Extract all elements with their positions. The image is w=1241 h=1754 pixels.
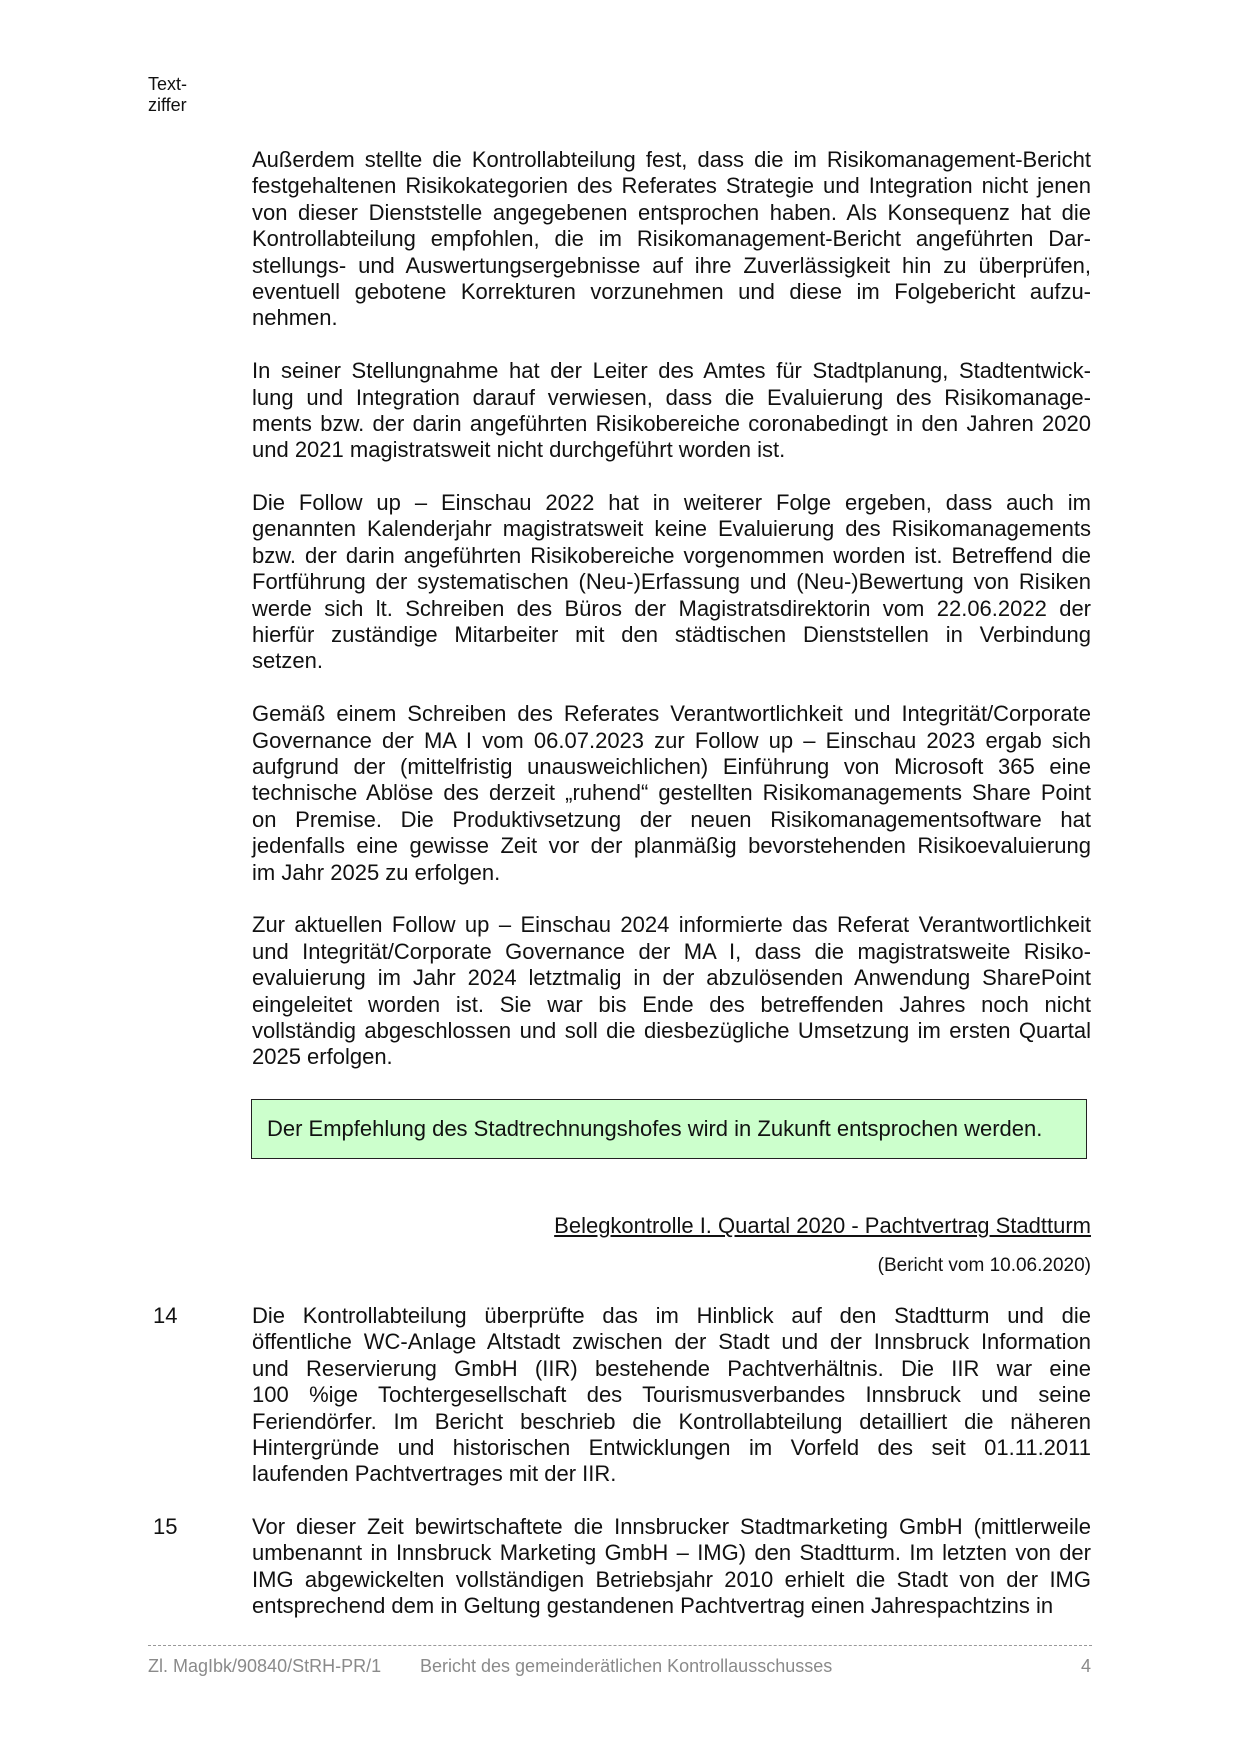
text-line: vollständig abgeschlossen und soll die diesbezügliche Umsetzung im ersten Quartal [252,1017,1091,1043]
text-line: Feriendörfer. Im Bericht beschrieb die Kontrollabteilung detailliert die näheren [252,1408,1091,1434]
text-line: Vor dieser Zeit bewirtschaftete die Innsbrucker Stadtmarketing GmbH (mittlerweile [252,1514,1091,1539]
text-line: Zur aktuellen Follow up – Einschau 2024 informierte das Referat Verantwortlichkeit [252,912,1091,938]
text-line: hierfür zuständige Mitarbeiter mit den städtischen Dienststellen in Verbindung [252,622,1091,648]
statement-text: Der Empfehlung des Stadtrechnungshofes wird in Zukunft entsprochen werden. [267,1116,1043,1141]
text-line: jedenfalls eine gewisse Zeit vor der planmäßig bevorstehenden Risikoevaluierung [252,833,1091,859]
text-line: 100 %ige Tochtergesellschaft des Tourismusverbandes Innsbruck und seine [252,1382,1091,1408]
margin-label-line: ziffer [148,95,187,115]
text-line: eventuell gebotene Korrekturen vorzunehmen und diese im Folgebericht aufzu- [252,278,1091,304]
text-line: 2025 erfolgen. [252,1044,393,1070]
text-line: und Integrität/Corporate Governance der MA I, dass die magistratsweite Risiko- [252,938,1091,964]
text-line: eingeleitet worden ist. Sie war bis Ende des betreffenden Jahres noch nicht [252,991,1091,1017]
text-line: laufenden Pachtvertrages mit der IIR. [252,1461,617,1487]
numbered-paragraph [252,1303,1091,1488]
footer-reference: Zl. MagIbk/90840/StRH-PR/1 [148,1656,382,1676]
text-line: evaluierung im Jahr 2024 letztmalig in der abzulösenden Anwendung SharePoint [252,965,1091,991]
text-line: setzen. [252,648,323,674]
numbered-paragraph [252,1514,1091,1620]
margin-label-line: Text- [148,74,188,94]
footer-divider [148,1645,1092,1646]
paragraph [252,358,1091,464]
text-line: festgehaltenen Risikokategorien des Referates Strategie und Integration nicht jenen [252,173,1091,199]
text-line: technische Ablöse des derzeit „ruhend“ gestellten Risikomanagements Share Point [252,780,1091,806]
paragraph [252,147,1091,332]
text-line: ments bzw. der darin angeführten Risikobereiche coronabedingt in den Jahren 2020 [252,410,1091,436]
text-line: stellungs- und Auswertungsergebnisse auf ihre Zuverlässigkeit hin zu überprüfen, [252,252,1091,278]
text-line: Die Follow up – Einschau 2022 hat in weiterer Folge ergeben, dass auch im [252,490,1091,516]
text-line: In seiner Stellungnahme hat der Leiter des Amtes für Stadtplanung, Stadtentwick- [252,358,1091,384]
paragraph [252,912,1091,1070]
text-line: Kontrollabteilung empfohlen, die im Risikomanagement-Bericht angeführten Dar- [252,226,1091,252]
text-line: nehmen. [252,305,338,331]
text-line: Governance der MA I vom 06.07.2023 zur Follow up – Einschau 2023 ergab sich [252,727,1091,753]
paragraph-number: 14 [153,1303,178,1328]
text-line: Fortführung der systematischen (Neu-)Erfassung und (Neu-)Bewertung von Risiken [252,569,1091,595]
text-line: Die Kontrollabteilung überprüfte das im Hinblick auf den Stadtturm und die [252,1303,1091,1328]
text-line: von dieser Dienststelle angegebenen entsprochen haben. Als Konsequenz hat die [252,199,1091,225]
body-text [252,147,1091,1097]
footer-page-number: 4 [1080,1656,1091,1676]
section-subheading: (Bericht vom 10.06.2020) [877,1255,1091,1276]
margin-label-textziffer [148,74,187,116]
text-line: Gemäß einem Schreiben des Referates Verantwortlichkeit und Integrität/Corporate [252,701,1091,727]
text-line: genannten Kalenderjahr magistratsweit keine Evaluierung des Risikomanagements [252,516,1091,542]
footer-title: Bericht des gemeinderätlichen Kontrollausschusses [420,1656,833,1676]
text-line: Außerdem stellte die Kontrollabteilung fest, dass die im Risikomanagement-Bericht [252,147,1091,172]
text-line: IMG abgewickelten vollständigen Betriebsjahr 2010 erhielt die Stadt von der IMG [252,1566,1091,1592]
text-line: Hintergründe und historischen Entwicklungen im Vorfeld des seit 01.11.2011 [252,1434,1091,1460]
text-line: on Premise. Die Produktivsetzung der neuen Risikomanagementsoftware hat [252,806,1091,832]
paragraph [252,490,1091,675]
paragraph [252,701,1091,886]
paragraph-number: 15 [153,1514,178,1539]
statement-box [251,1099,1087,1159]
text-line: im Jahr 2025 zu erfolgen. [252,859,501,885]
text-line: entsprechend dem in Geltung gestandenen Pachtvertrag einen Jahrespachtzins in [252,1593,1054,1619]
section-heading: Belegkontrolle I. Quartal 2020 - Pachtvertrag Stadtturm [554,1213,1091,1238]
text-line: und 2021 magistratsweit nicht durchgeführt worden ist. [252,437,786,463]
text-line: werde sich lt. Schreiben des Büros der Magistratsdirektorin vom 22.06.2022 der [252,595,1091,621]
text-line: aufgrund der (mittelfristig unausweichlichen) Einführung von Microsoft 365 eine [252,753,1091,779]
text-line: bzw. der darin angeführten Risikobereiche vorgenommen worden ist. Betreffend die [252,542,1091,568]
text-line: und Reservierung GmbH (IIR) bestehende Pachtverhältnis. Die IIR war eine [252,1355,1091,1381]
text-line: lung und Integration darauf verwiesen, dass die Evaluierung des Risikomanage- [252,384,1091,410]
text-line: umbenannt in Innsbruck Marketing GmbH – IMG) den Stadtturm. Im letzten von der [252,1540,1091,1566]
text-line: öffentliche WC-Anlage Altstadt zwischen der Stadt und der Innsbruck Information [252,1329,1091,1355]
